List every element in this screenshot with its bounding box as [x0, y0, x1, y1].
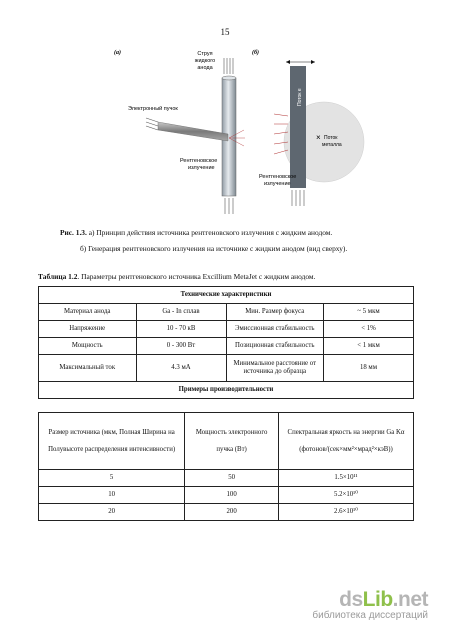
panel-b-label: (б)	[252, 50, 259, 56]
panel-a-label: (а)	[114, 50, 121, 56]
table-cell: Минимальное расстояние от источника до образца	[226, 355, 324, 382]
logo-subtitle: библиотека диссертаций	[312, 610, 428, 621]
logo-part-lib: Lib	[362, 588, 393, 611]
table-cell: ~ 5 мкм	[324, 304, 414, 321]
logo-part-net: .net	[392, 588, 428, 611]
figure-caption-number: Рис. 1.3.	[60, 228, 87, 237]
table-row	[39, 338, 414, 355]
table-cell: 200	[185, 504, 279, 521]
a-jet-label-2: жидкого	[194, 58, 216, 64]
table-row	[39, 487, 414, 504]
table-header-row	[39, 413, 414, 470]
col-header-brightness: Спектральная яркость на энергии Ga Kα (фотонов/(сек×мм²×мрад²×кэВ))	[279, 413, 414, 470]
table-cell: 20	[39, 504, 185, 521]
b-flow-label-1: Поток	[324, 135, 338, 141]
table-cell: < 1%	[324, 321, 414, 338]
table-cell: 18 мм	[324, 355, 414, 382]
col-header-source-size: Размер источника (мкм, Полная Ширина на Полувысоте распределения интенсивности)	[39, 413, 185, 470]
page-number: 15	[220, 27, 230, 37]
table-cell: 10	[39, 487, 185, 504]
dslib-logo	[312, 588, 428, 612]
col-header-power: Мощность электронного пучка (Вт)	[185, 413, 279, 470]
b-flow-cross-icon: ×	[316, 133, 321, 142]
b-stream-label: Поток e	[297, 88, 303, 106]
table-cell: Материал анода	[39, 304, 137, 321]
a-xray-label-1: Рентгеновское	[180, 158, 218, 164]
table-cell: 50	[185, 470, 279, 487]
a-jet-label-3: анода	[197, 65, 213, 71]
table-cell: 10 - 70 кВ	[136, 321, 226, 338]
table-cell: Максимальный ток	[39, 355, 137, 382]
a-xray-label-2: излучение	[188, 165, 215, 171]
table-cell: 0 - 300 Вт	[136, 338, 226, 355]
a-bottom-arrows	[225, 198, 233, 214]
b-electron-stream	[290, 66, 306, 188]
section-title-performance: Примеры производительности	[39, 382, 414, 399]
table-cell: 5	[39, 470, 185, 487]
logo-part-ds: ds	[339, 588, 363, 611]
table-cell: Позиционная стабильность	[226, 338, 324, 355]
figure-caption-line-1	[60, 227, 430, 238]
table-cell: < 1 мкм	[324, 338, 414, 355]
a-beam-arrows	[146, 118, 158, 130]
table-row	[39, 304, 414, 321]
b-flow-label-2: металла	[322, 142, 342, 148]
figure-caption-line-2: б) Генерация рентгеновского излучения на источнике с жидким анодом (вид сверху).	[80, 244, 348, 253]
table-caption	[38, 272, 418, 281]
section-title-tech: Технические характеристики	[39, 287, 414, 304]
table-cell: Мощность	[39, 338, 137, 355]
figure-caption-text-a: а) Принцип действия источника рентгеновского излучения с жидким анодом.	[86, 228, 333, 237]
b-bottom-arrows	[292, 190, 304, 206]
table-section-header	[39, 382, 414, 399]
table-caption-text: . Параметры рентгеновского источника Excillium MetaJet с жидким анодом.	[77, 272, 316, 281]
table-row	[39, 504, 414, 521]
table-cell: 1.5×10¹¹	[279, 470, 414, 487]
table-cell: 4.3 мА	[136, 355, 226, 382]
table-row	[39, 470, 414, 487]
table-caption-number: Таблица 1.2	[38, 272, 78, 281]
a-jet-label-1: Струя	[197, 51, 213, 57]
a-electron-beam	[158, 122, 228, 141]
figure-drawing	[110, 44, 370, 224]
b-xray-label-1: Рентгеновское	[259, 174, 297, 180]
table-cell: 2.6×10¹⁰	[279, 504, 414, 521]
table-section-header	[39, 287, 414, 304]
a-jet-arrows	[224, 58, 233, 74]
table-cell: Эмиссионная стабильность	[226, 321, 324, 338]
table-cell: 5.2×10¹⁰	[279, 487, 414, 504]
table-cell: Ga - In сплав	[136, 304, 226, 321]
b-xray-label-2: излучение	[264, 181, 291, 187]
table-cell: Мин. Размер фокуса	[226, 304, 324, 321]
specs-table	[38, 286, 414, 399]
table-cell: Напряжение	[39, 321, 137, 338]
table-row	[39, 321, 414, 338]
figure-liquid-anode	[110, 44, 370, 224]
table-row	[39, 355, 414, 382]
dslib-watermark[interactable]	[312, 588, 428, 621]
performance-table	[38, 412, 414, 521]
table-cell: 100	[185, 487, 279, 504]
a-beam-label: Электронный пучок	[128, 106, 178, 112]
